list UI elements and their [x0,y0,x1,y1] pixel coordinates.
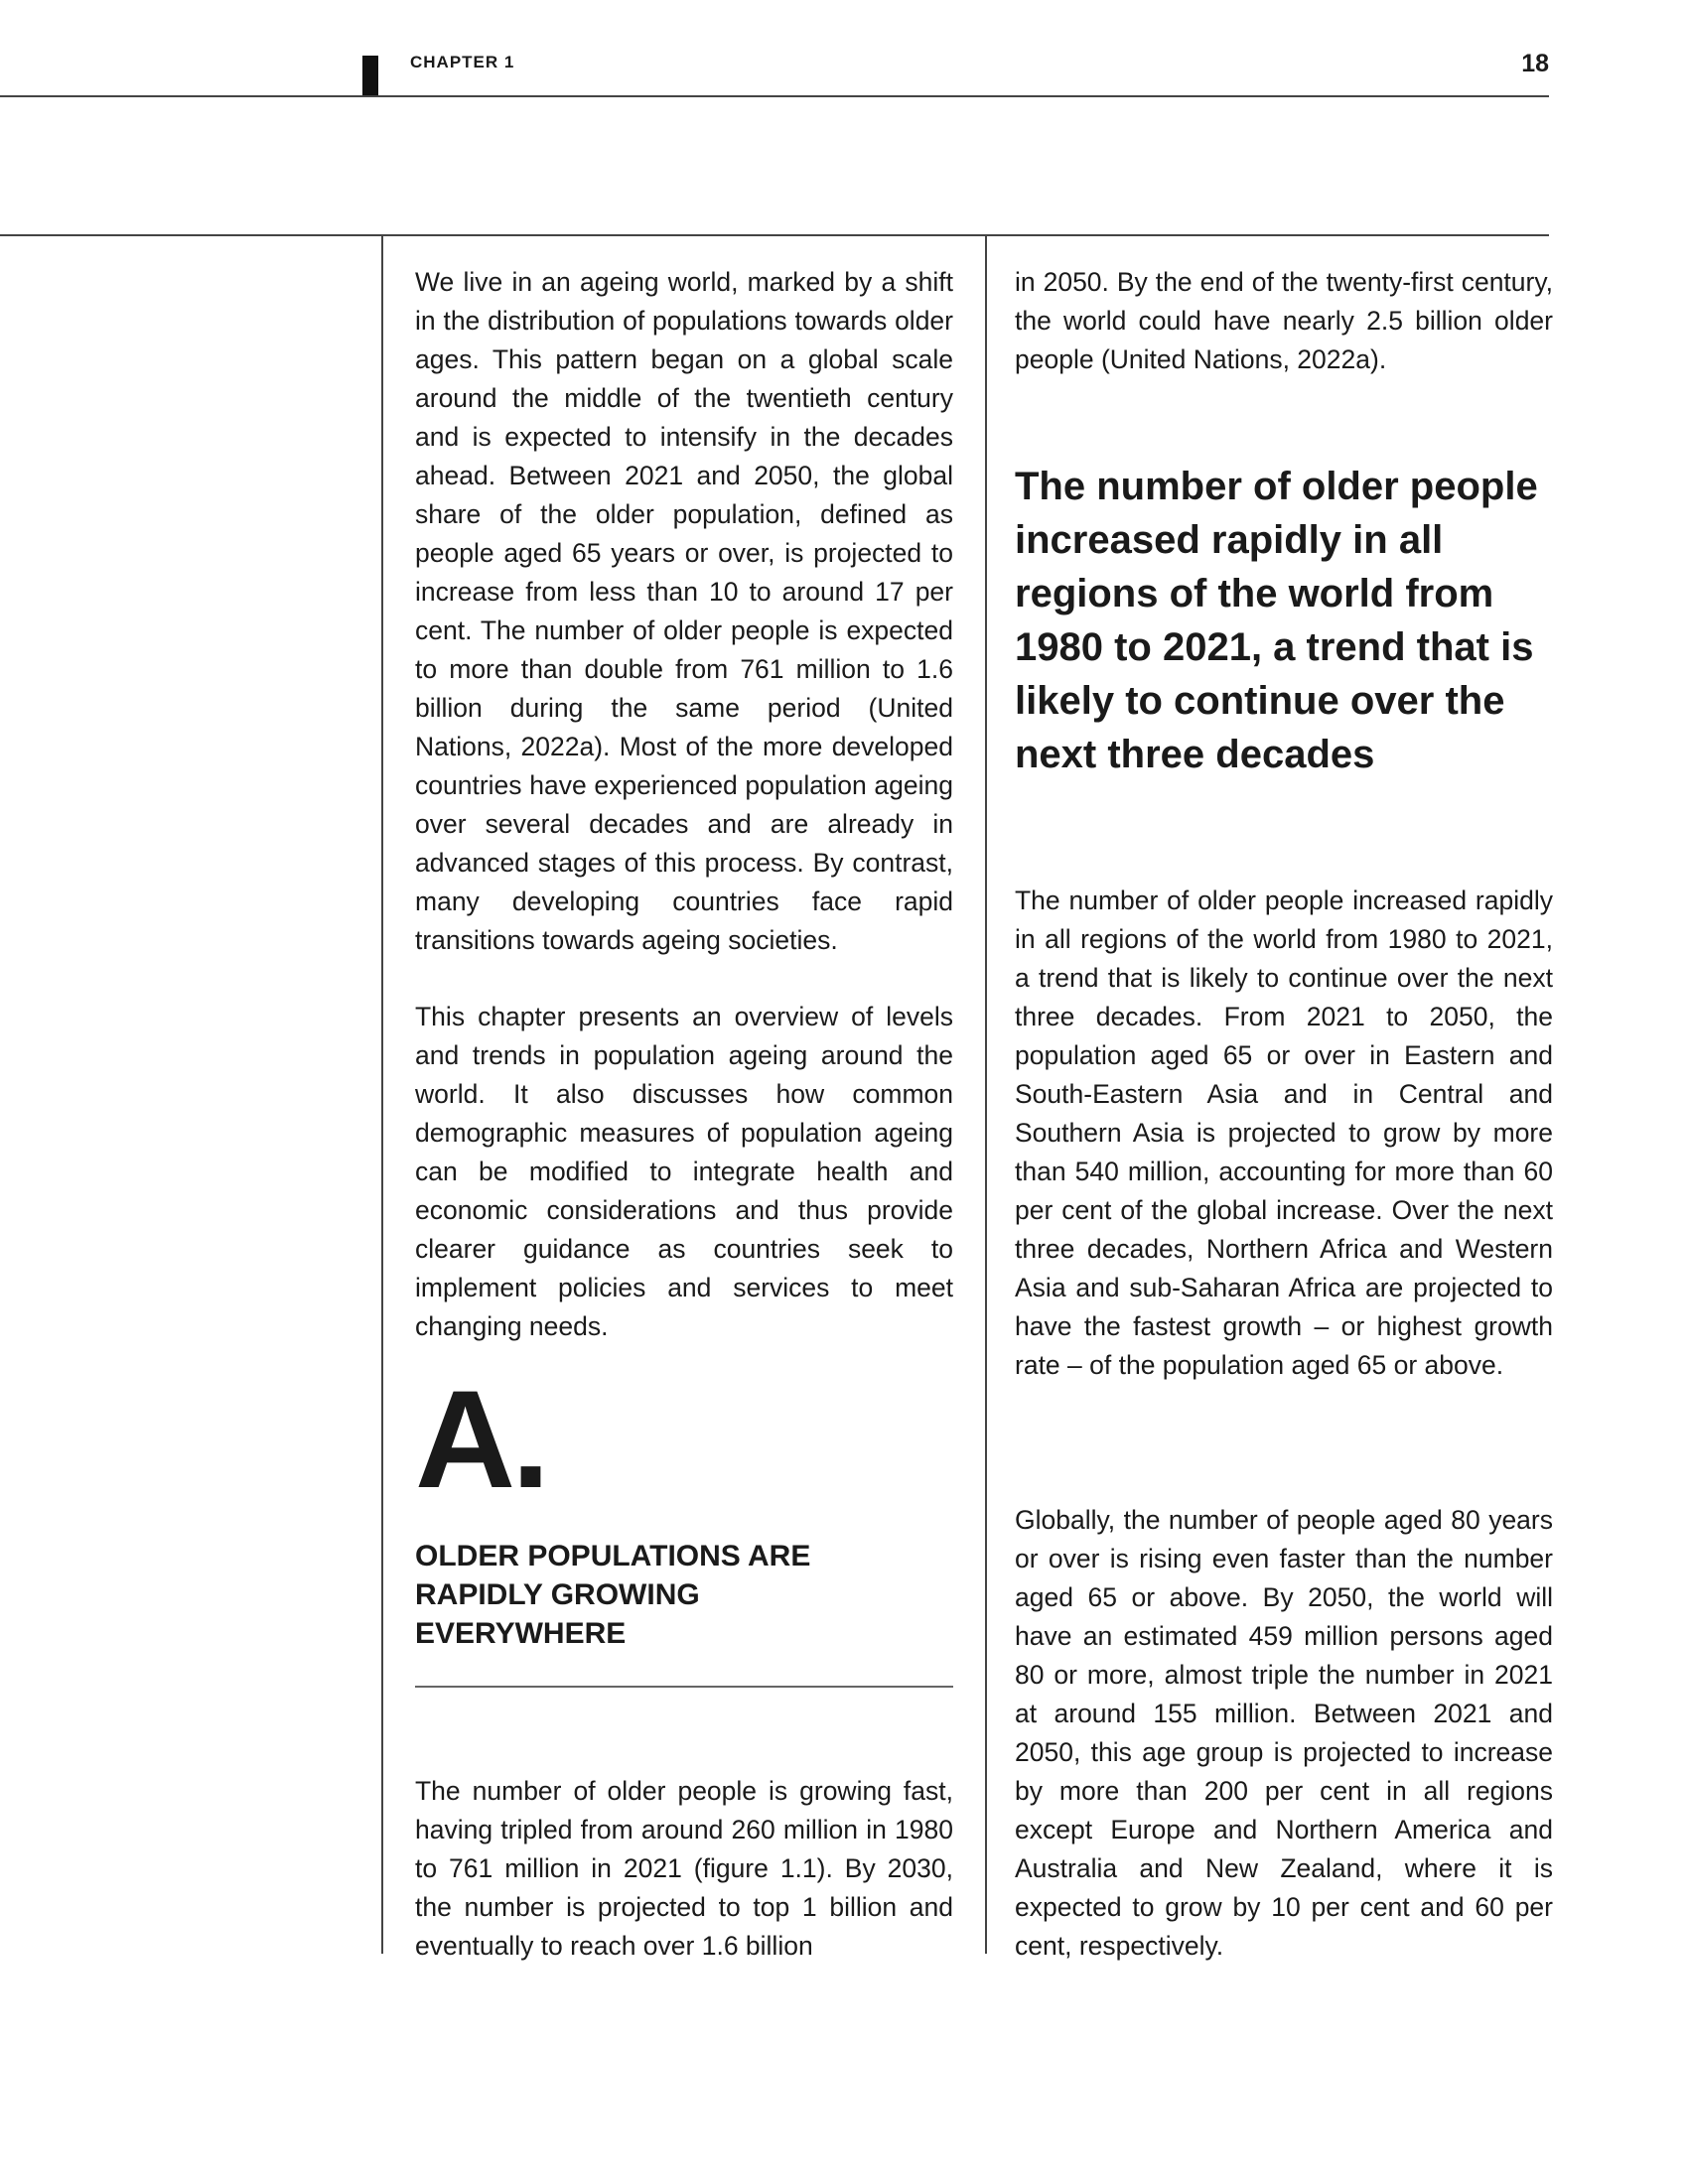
section-letter: A. [415,1361,546,1517]
header-divider [0,95,1549,97]
chapter-marker [362,56,378,97]
continuation-paragraph: in 2050. By the end of the twenty-first century, the world could have nearly 2.5 billion older people (United Nations, 2022a). [1015,267,1553,374]
overview-paragraph: This chapter presents an overview of levels and trends in population ageing around the world. It also discusses how common demographic measures of population ageing can be modified to integrate health and economic considerations and thus provide clearer guidance as countries seek to implement policies and services to meet changing needs. [415,1002,953,1341]
regions-paragraph: The number of older people increased rapidly in all regions of the world from 1980 to 2021, a trend that is likely to continue over the next three decades. From 2021 to 2050, the population aged 65 or over in Eastern and South-Eastern Asia and in Central and Southern Asia is projected to grow by more than 540 million, accounting for more than 60 per cent of the global increase. Over the next three decades, Northern Africa and Western Asia and sub-Saharan Africa are projected to have the fastest growth – or highest growth rate – of the population aged 65 or above. [1015,886,1553,1380]
section-paragraph: The number of older people is growing fast, having tripled from around 260 million in 1980 to 761 million in 2021 (figure 1.1). By 2030, the number is projected to top 1 billion and eventually to reach over 1.6 billion [415,1776,953,1961]
chapter-label: CHAPTER 1 [410,53,515,71]
section-divider [415,1686,953,1688]
column-separator [985,236,987,1954]
section-title: OLDER POPULATIONS ARE RAPIDLY GROWING EVERYWHERE [415,1540,811,1650]
intro-paragraph: We live in an ageing world, marked by a shift in the distribution of populations towards older ages. This pattern began on a global scale around the middle of the twentieth century and is expected to intensify in the decades ahead. Between 2021 and 2050, the global share of the older population, defined as people aged 65 years or over, is projected to increase from less than 10 to around 17 per cent. The number of older people is expected to more than double from 761 million to 1.6 billion during the same period (United Nations, 2022a). Most of the more developed countries have experienced population ageing over several decades and are already in advanced stages of this process. By contrast, many developing countries face rapid transitions towards ageing societies. [415,267,953,955]
content-top-divider [0,234,1549,236]
left-column-rule [381,236,383,1954]
page-number: 18 [1521,50,1549,77]
pull-quote: The number of older people increased rapidly in all regions of the world from 1980 to 2021, a trend that is likely to continue over the next three decades [1015,465,1538,776]
aged80-paragraph: Globally, the number of people aged 80 years or over is rising even faster than the number aged 65 or above. By 2050, the world will have an estimated 459 million persons aged 80 or more, almost triple the number in 2021 at around 155 million. Between 2021 and 2050, this age group is projected to increase by more than 200 per cent in all regions except Europe and Northern America and Australia and New Zealand, where it is expected to grow by 10 per cent and 60 per cent, respectively. [1015,1505,1553,1961]
